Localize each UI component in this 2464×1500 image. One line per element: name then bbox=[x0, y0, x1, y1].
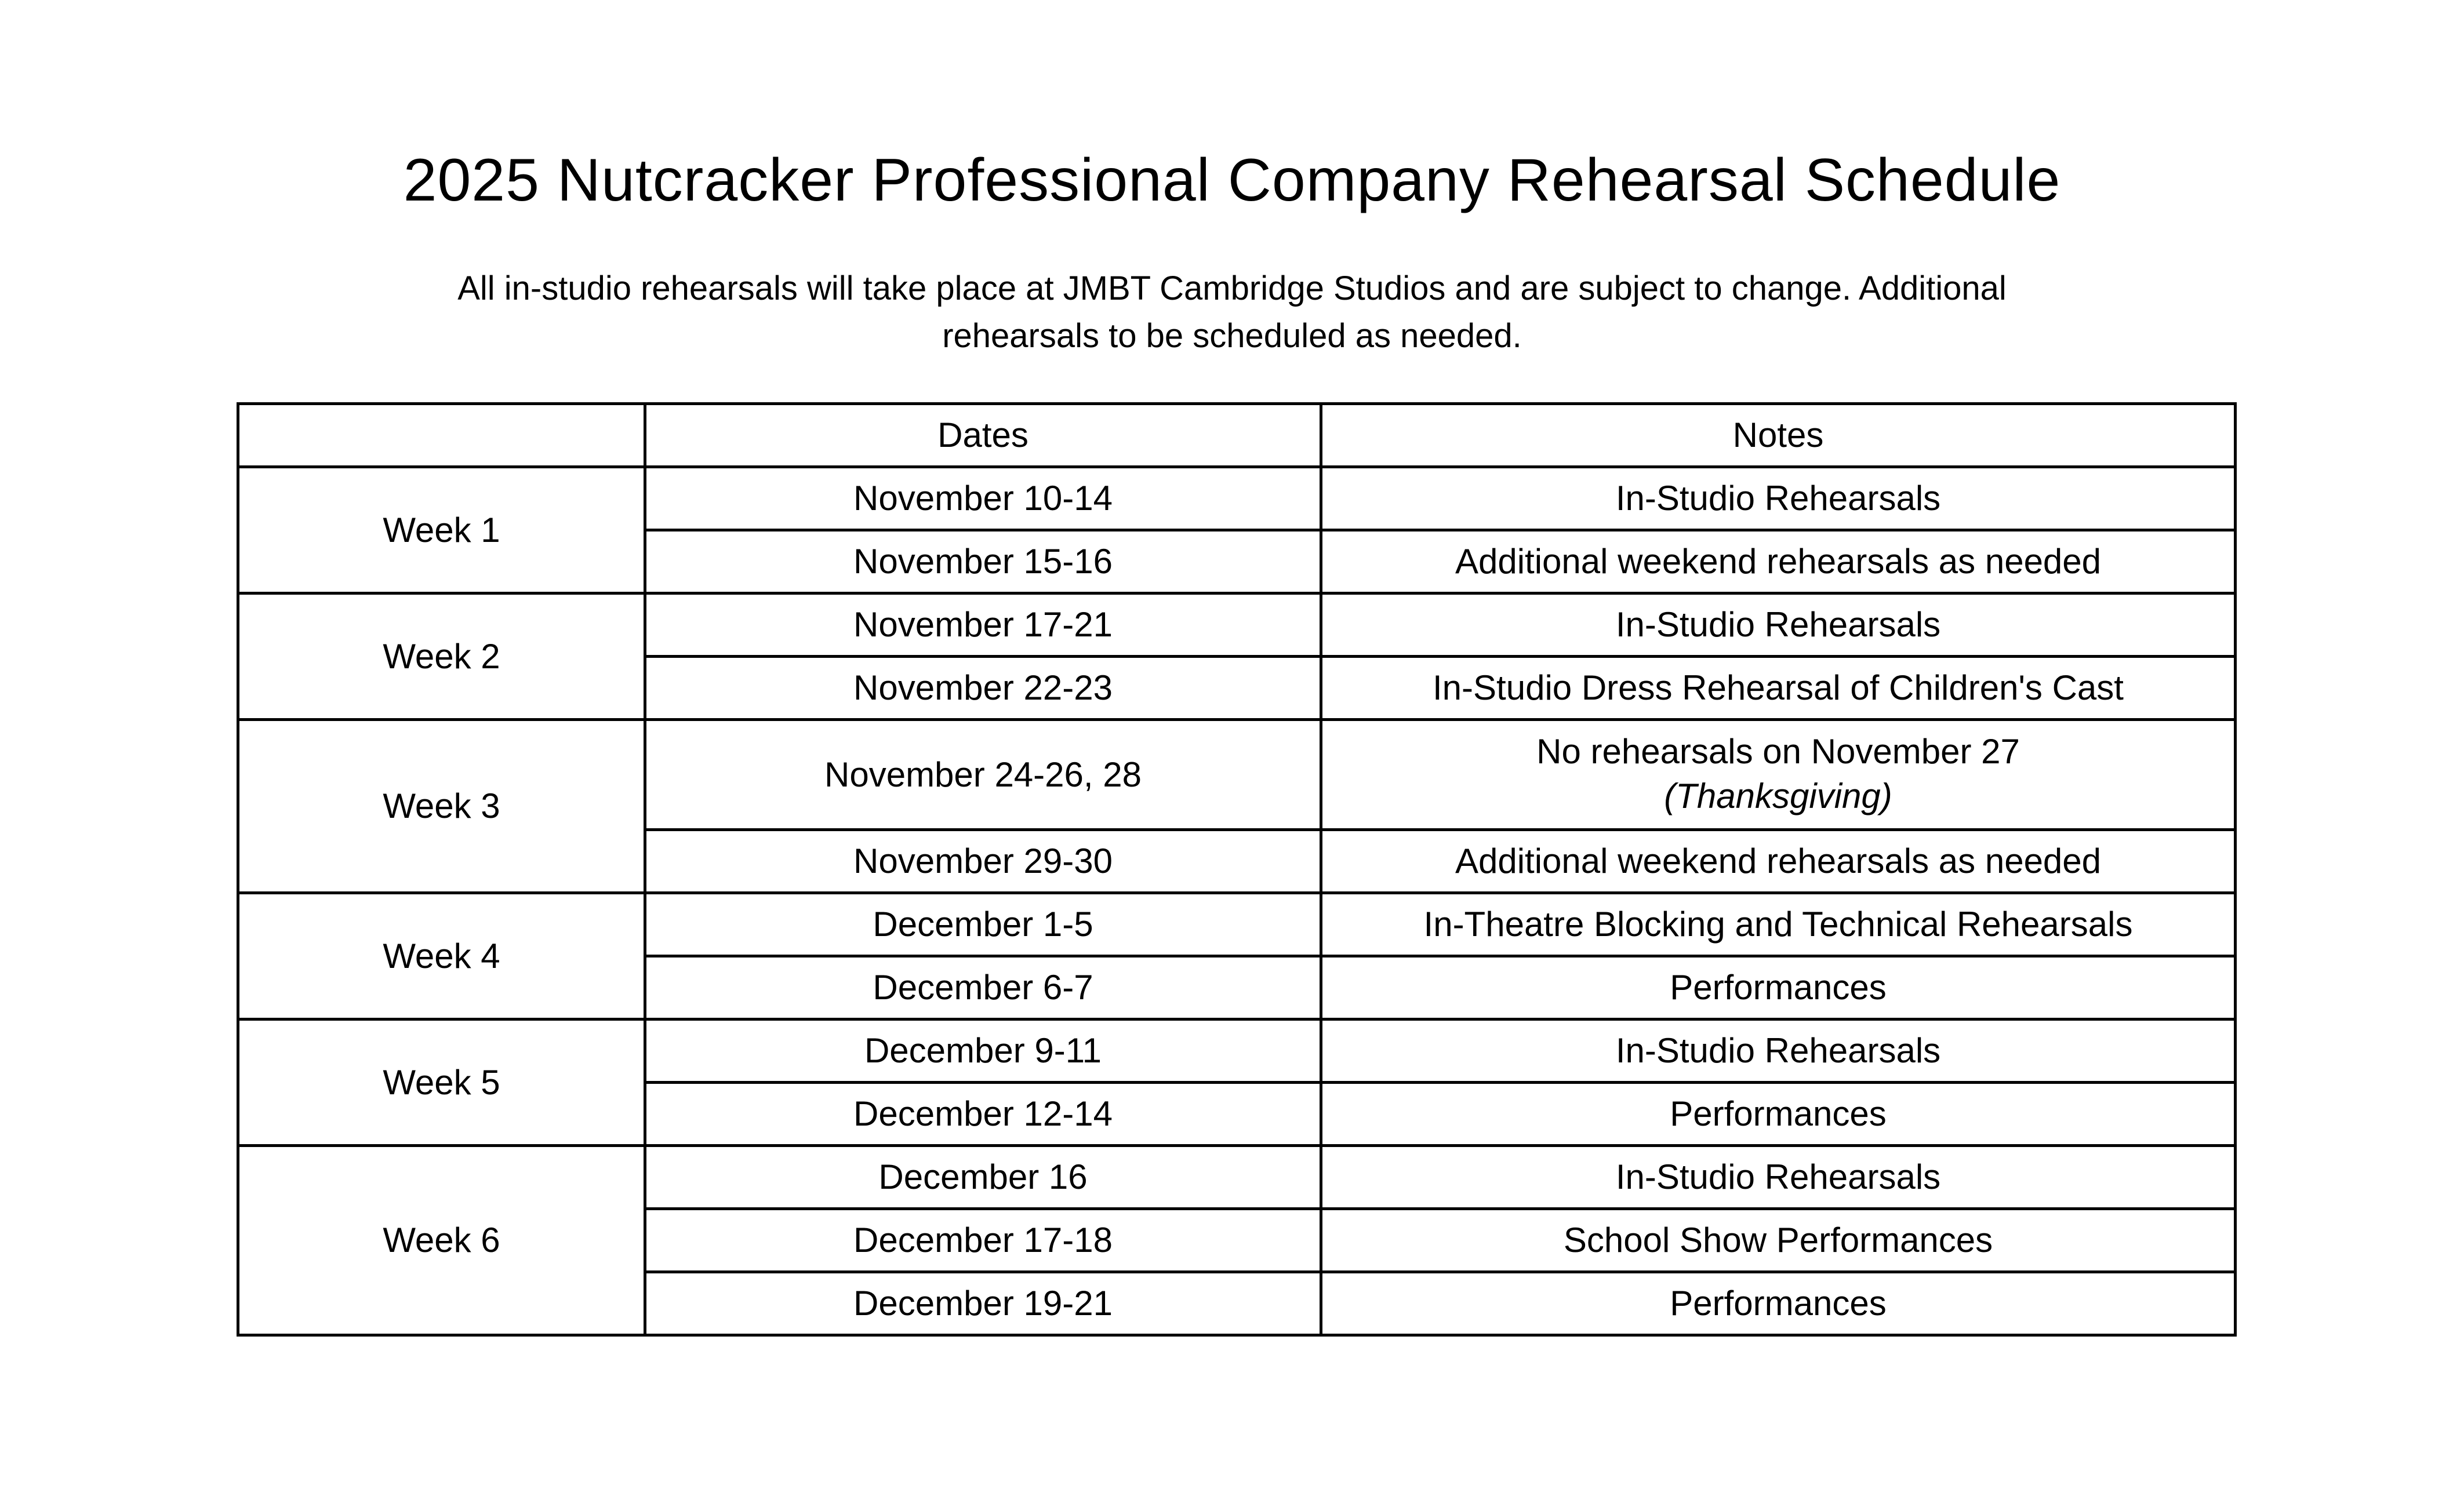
notes-cell: Additional weekend rehearsals as needed bbox=[1321, 530, 2236, 593]
page-title: 2025 Nutcracker Professional Company Rehearsal Schedule bbox=[403, 147, 2061, 214]
header-row bbox=[238, 403, 2236, 467]
notes-cell: Performances bbox=[1321, 956, 2236, 1019]
notes-cell: In-Studio Rehearsals bbox=[1321, 593, 2236, 656]
notes-cell: In-Studio Rehearsals bbox=[1321, 1145, 2236, 1208]
dates-cell: November 29-30 bbox=[645, 829, 1321, 893]
notes-cell: School Show Performances bbox=[1321, 1208, 2236, 1272]
dates-cell: November 15-16 bbox=[645, 530, 1321, 593]
week-label-cell: Week 1 bbox=[238, 467, 645, 593]
rehearsal-schedule-table bbox=[237, 402, 2237, 1337]
subtitle-line-1: All in-studio rehearsals will take place at JMBT Cambridge Studios and are subject to change. Additional bbox=[457, 270, 2007, 307]
header-dates-cell: Dates bbox=[645, 403, 1321, 467]
week-label-cell: Week 5 bbox=[238, 1019, 645, 1145]
dates-cell: December 19-21 bbox=[645, 1272, 1321, 1335]
schedule-row bbox=[238, 1145, 2236, 1208]
schedule-row bbox=[238, 467, 2236, 530]
dates-cell: December 12-14 bbox=[645, 1082, 1321, 1145]
week-label-cell: Week 3 bbox=[238, 719, 645, 893]
notes-cell: Performances bbox=[1321, 1082, 2236, 1145]
week-label-cell: Week 2 bbox=[238, 593, 645, 719]
notes-cell: Performances bbox=[1321, 1272, 2236, 1335]
schedule-row bbox=[238, 719, 2236, 829]
notes-cell: In-Studio Dress Rehearsal of Children's Cast bbox=[1321, 656, 2236, 719]
notes-line-1: No rehearsals on November 27 bbox=[1536, 732, 2020, 771]
notes-cell bbox=[1321, 719, 2236, 829]
schedule-row bbox=[238, 1019, 2236, 1082]
header-notes-cell: Notes bbox=[1321, 403, 2236, 467]
dates-cell: November 10-14 bbox=[645, 467, 1321, 530]
subtitle-line-2: rehearsals to be scheduled as needed. bbox=[942, 317, 1522, 355]
dates-cell: November 24-26, 28 bbox=[645, 719, 1321, 829]
notes-line-2-italic: (Thanksgiving) bbox=[1664, 777, 1892, 816]
notes-cell: In-Studio Rehearsals bbox=[1321, 1019, 2236, 1082]
header-week-cell bbox=[238, 403, 645, 467]
notes-cell: Additional weekend rehearsals as needed bbox=[1321, 829, 2236, 893]
notes-cell: In-Studio Rehearsals bbox=[1321, 467, 2236, 530]
schedule-row bbox=[238, 893, 2236, 956]
schedule-row bbox=[238, 593, 2236, 656]
dates-cell: December 1-5 bbox=[645, 893, 1321, 956]
dates-cell: November 22-23 bbox=[645, 656, 1321, 719]
dates-cell: November 17-21 bbox=[645, 593, 1321, 656]
week-label-cell: Week 6 bbox=[238, 1145, 645, 1335]
dates-cell: December 17-18 bbox=[645, 1208, 1321, 1272]
notes-cell: In-Theatre Blocking and Technical Rehearsals bbox=[1321, 893, 2236, 956]
dates-cell: December 16 bbox=[645, 1145, 1321, 1208]
week-label-cell: Week 4 bbox=[238, 893, 645, 1019]
dates-cell: December 9-11 bbox=[645, 1019, 1321, 1082]
dates-cell: December 6-7 bbox=[645, 956, 1321, 1019]
page-subtitle bbox=[0, 265, 2464, 361]
